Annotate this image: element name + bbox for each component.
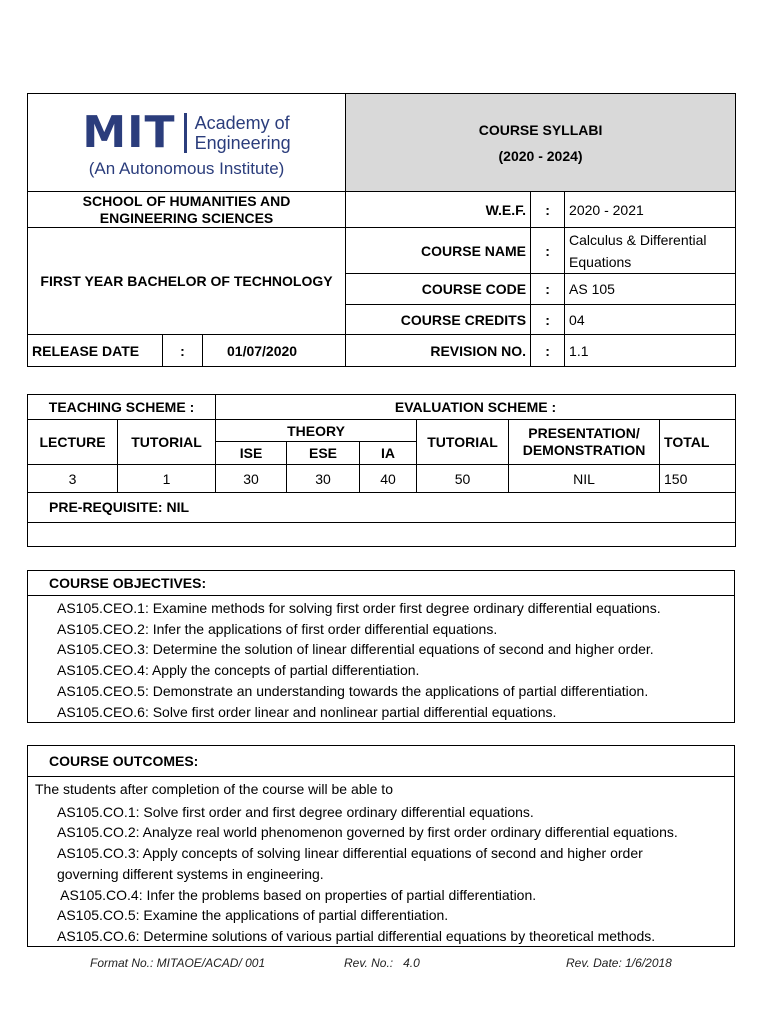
total-value: 150 [660,465,736,492]
ia-header: IA [360,442,417,465]
outcome-item: AS105.CO.4: Infer the problems based on properties of partial differentiation. [57,886,537,903]
logo-line3: (An Autonomous Institute) [88,158,285,178]
logo-line1: Academy of [194,112,290,133]
objective-item: AS105.CEO.5: Demonstrate an understanding towards the applications of partial differentiation. [57,682,649,699]
course-credits-label: COURSE CREDITS [346,305,531,335]
format-number: Format No.: MITAOE/ACAD/ 001 [90,956,266,970]
release-date-label: RELEASE DATE [28,335,163,367]
revision-value: 1.1 [565,335,736,367]
doc-title: COURSE SYLLABI [478,121,603,138]
evaluation-scheme-heading: EVALUATION SCHEME : [216,395,736,420]
presentation-value: NIL [509,465,660,492]
course-objectives-section [27,570,735,723]
prerequisite: PRE-REQUISITE: NIL [28,492,736,522]
theory-header: THEORY [216,420,417,442]
ese-header: ESE [287,442,360,465]
ese-value: 30 [287,465,360,492]
logo-brand: MIT [82,106,176,158]
tutorial-value: 1 [118,465,216,492]
outcomes-intro: The students after completion of the course will be able to [35,781,393,797]
revision-date: Rev. Date: 1/6/2018 [566,956,672,970]
course-outcomes-heading: COURSE OUTCOMES: [28,746,734,777]
objectives-list [28,596,734,722]
objective-item: AS105.CEO.2: Infer the applications of first order differential equations. [57,620,498,637]
outcome-item: AS105.CO.3: Apply concepts of solving linear differential equations of second and higher order [57,845,643,862]
ise-value: 30 [216,465,287,492]
wef-value: 2020 - 2021 [565,192,736,228]
title-cell [346,94,736,192]
logo-divider [184,113,187,153]
objective-item: AS105.CEO.1: Examine methods for solving first order first degree ordinary differential equations. [57,600,661,616]
release-date-sep: : [163,335,203,367]
logo-line2: Engineering [194,132,291,153]
outcome-item: AS105.CO.6: Determine solutions of various partial differential equations by theoretical methods. [57,927,656,944]
course-objectives-heading: COURSE OBJECTIVES: [28,571,734,596]
outcome-item-continued: governing different systems in engineering. [57,865,324,882]
course-name-value: Calculus & Differential Equations [565,228,736,274]
institute-logo [82,106,291,179]
outcome-item: AS105.CO.2: Analyze real world phenomenon governed by first order ordinary differential equations. [57,824,678,841]
lecture-header: LECTURE [28,420,118,465]
outcome-item: AS105.CO.1: Solve first order and first degree ordinary differential equations. [57,803,534,820]
eval-tutorial-header: TUTORIAL [417,420,509,465]
course-name-label: COURSE NAME [346,228,531,274]
total-header: TOTAL [660,420,736,465]
objective-item: AS105.CEO.6: Solve first order linear and nonlinear partial differential equations. [57,703,557,720]
teaching-scheme-heading: TEACHING SCHEME : [28,395,216,420]
presentation-header: PRESENTATION/ DEMONSTRATION [509,420,660,465]
empty-row [28,522,736,546]
outcome-item: AS105.CO.5: Examine the applications of partial differentiation. [57,907,449,924]
wef-label: W.E.F. [346,192,531,228]
course-credits-sep: : [531,305,565,335]
course-name-sep: : [531,228,565,274]
wef-sep: : [531,192,565,228]
course-code-label: COURSE CODE [346,274,531,305]
eval-tutorial-value: 50 [417,465,509,492]
program-name: FIRST YEAR BACHELOR OF TECHNOLOGY [28,228,346,335]
course-code-sep: : [531,274,565,305]
revision-label: REVISION NO. [346,335,531,367]
logo-cell [28,94,346,192]
revision-sep: : [531,335,565,367]
scheme-table [27,394,736,547]
revision-number: Rev. No.: 4.0 [344,956,420,970]
objective-item: AS105.CEO.3: Determine the solution of linear differential equations of second and higher order. [57,641,654,658]
outcomes-list [28,777,734,947]
school-name: SCHOOL OF HUMANITIES AND ENGINEERING SCIENCES [28,192,346,228]
ia-value: 40 [360,465,417,492]
lecture-value: 3 [28,465,118,492]
course-code-value: AS 105 [565,274,736,305]
course-credits-value: 04 [565,305,736,335]
tutorial-header: TUTORIAL [118,420,216,465]
course-outcomes-section [27,745,735,947]
ise-header: ISE [216,442,287,465]
objective-item: AS105.CEO.4: Apply the concepts of partial differentiation. [57,662,420,679]
syllabus-header-table [27,93,736,367]
release-date-value: 01/07/2020 [203,335,346,367]
doc-years: (2020 - 2024) [498,147,583,164]
